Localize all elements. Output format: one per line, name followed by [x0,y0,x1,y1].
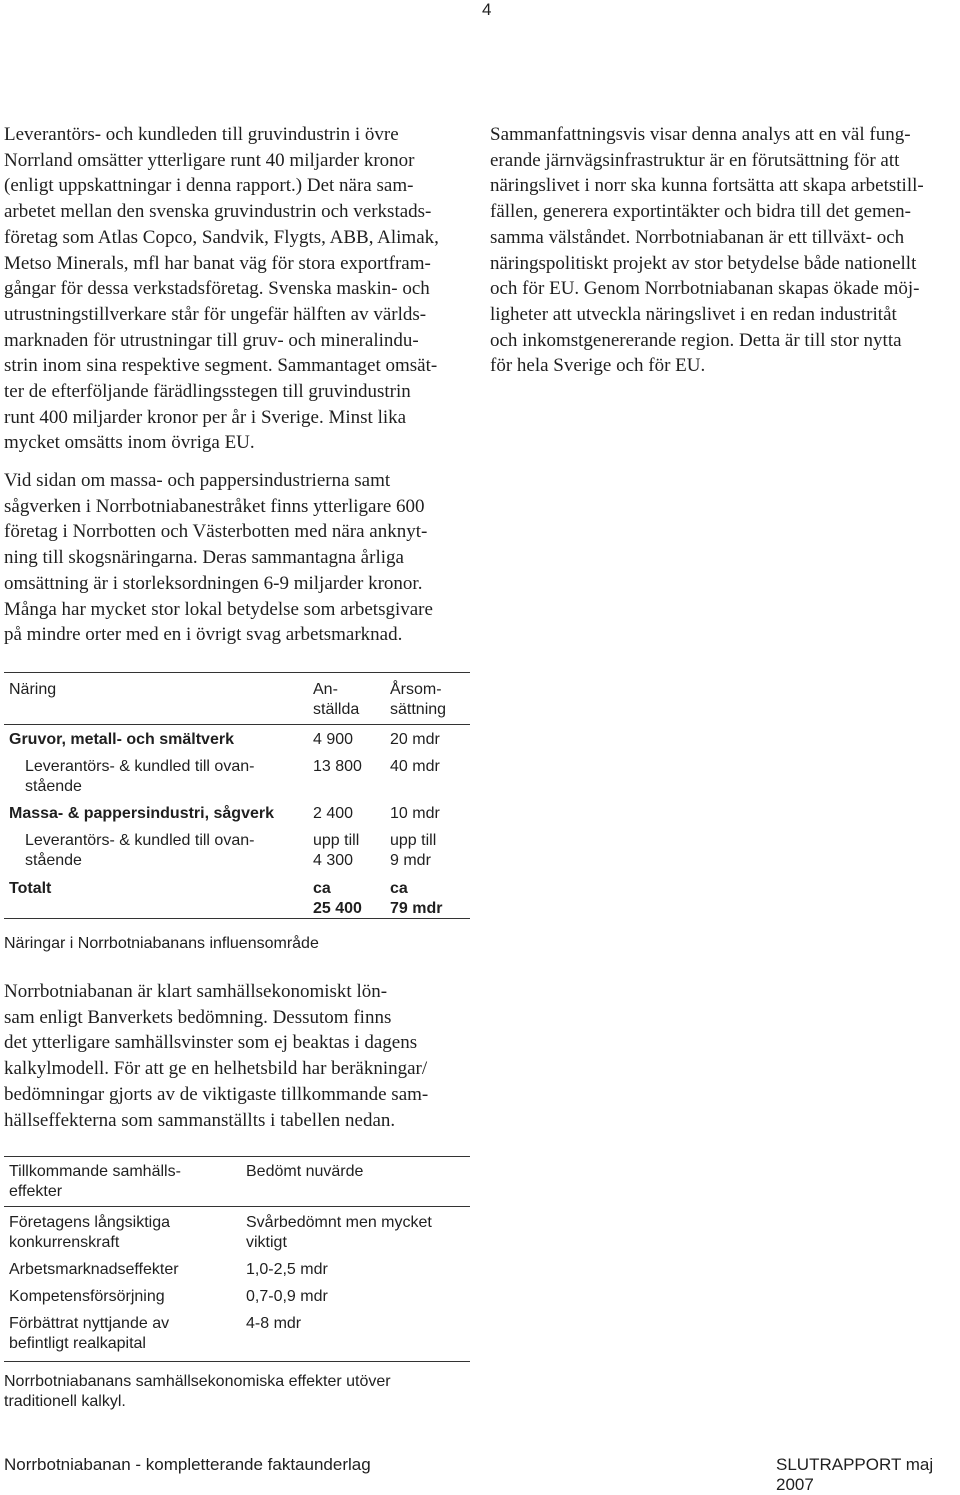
header-text: Tillkommande samhälls- [9,1163,181,1180]
table-caption: Näringar i Norrbotniabanans influensområde [4,935,319,952]
text-line: bedömningar gjorts av de viktigaste tillkommande sam- [4,1083,429,1105]
caption-text: Norrbotniabanans samhällsekonomiska effekter utöver [4,1373,391,1390]
row-revenue [390,831,436,871]
text-line: på mindre orter med en i övrigt svag arbetsmarknad. [4,624,403,646]
text-line: arbetet mellan den svenska gruvindustrin och verkstads- [4,201,432,223]
row-value: 4-8 mdr [246,1315,302,1332]
effects-table [4,1156,470,1364]
cell-text: 79 mdr [390,900,443,917]
text-line: för hela Sverige och för EU. [490,355,706,377]
header-effects [9,1162,181,1202]
text-line: kalkylmodell. För att ge en helhetsbild har beräkningar/ [4,1058,428,1080]
row-label-text: konkurrenskraft [9,1234,120,1251]
text-line: runt 400 miljarder kronor per år i Sverige. Minst lika [4,406,407,428]
table-bottom-rule [4,918,470,919]
row-value: 0,7-0,9 mdr [246,1288,328,1305]
text-line: ligheter att utveckla näringslivet i en redan industritåt [490,303,897,325]
header-text: An- [313,681,338,698]
text-line: mycket omsätts inom övriga EU. [4,432,255,454]
text-line: företag i Norrbotten och Västerbotten med nära anknyt- [4,521,428,543]
row-label [9,1213,170,1253]
text-line: och för EU. Genom Norrbotniabanan skapas ökade möj- [490,278,920,300]
text-line: samma välståndet. Norrbotniabanan är ett tillväxt- och [490,226,905,248]
row-label: Kompetensförsörjning [9,1288,165,1305]
text-line: det ytterligare samhällsvinster som ej beaktas i dagens [4,1032,418,1054]
header-text: effekter [9,1183,63,1200]
text-line: (enligt uppskattningar i denna rapport.) Det nära sam- [4,175,414,197]
header-text: sättning [390,701,447,718]
row-label-text: stående [25,778,82,795]
row-employees [313,831,359,871]
text-line: gångar för dessa verkstadsföretag. Svenska maskin- och [4,278,430,300]
text-line: Många har mycket stor lokal betydelse som arbetsgivare [4,598,433,620]
row-label [25,757,254,797]
cell-text: upp till [313,832,360,849]
text-line: Norrbotniabanan är klart samhällsekonomiskt lön- [4,981,388,1002]
table-caption [4,1372,391,1412]
row-label-text: Leverantörs- & kundled till ovan- [25,832,255,849]
row-label: Gruvor, metall- och smältverk [9,731,234,748]
left-column-paragraph-1 [4,122,474,456]
cell-text: viktigt [246,1234,287,1251]
text-line: Vid sidan om massa- och pappersindustrierna samt [4,470,391,491]
row-revenue: 20 mdr [390,731,440,748]
row-revenue: 10 mdr [390,805,440,822]
row-label-text: Leverantörs- & kundled till ovan- [25,758,255,775]
row-label [9,1314,169,1354]
text-line: utrustningstillverkare står för ungefär hälften av världs- [4,303,427,325]
total-employees [313,879,362,919]
header-revenue [390,680,446,720]
row-label [25,831,254,871]
text-line: Sammanfattningsvis visar denna analys att en väl fung- [490,124,911,145]
row-employees: 13 800 [313,758,362,775]
row-employees: 4 900 [313,731,354,748]
cell-text: 4 300 [313,852,354,869]
row-value [246,1213,432,1253]
industry-table [4,672,470,920]
page-number: 4 [482,0,492,19]
row-label-text: befintligt realkapital [9,1335,146,1352]
table-top-rule [4,672,470,673]
right-column-paragraph [490,122,960,379]
row-label: Arbetsmarknadseffekter [9,1261,179,1278]
text-line: hällseffekterna som sammanställts i tabellen nedan. [4,1109,396,1131]
header-value: Bedömt nuvärde [246,1163,364,1180]
header-industry: Näring [9,681,57,698]
text-line: ter de efterföljande färädlingsstegen till gruvindustrin [4,381,411,403]
row-revenue: 40 mdr [390,758,440,775]
text-line: Metso Minerals, mfl har banat väg för stora exportfram- [4,252,431,274]
text-line: Norrland omsätter ytterligare runt 40 miljarder kronor [4,149,415,171]
table-top-rule [4,1156,470,1157]
text-line: ning till skogsnäringarna. Deras sammantagna årliga [4,547,404,569]
row-label-text: Förbättrat nyttjande av [9,1315,170,1332]
left-column-paragraph-2 [4,468,474,648]
cell-text: ca [313,880,331,897]
text-line: näringspolitiskt projekt av stor betydelse både nationellt [490,252,917,274]
total-revenue [390,879,442,919]
text-line: och inkomstgenererande region. Detta är till stor nytta [490,329,902,351]
table-header-rule [4,1206,470,1207]
text-line: näringslivet i norr ska kunna fortsätta att skapa arbetstill- [490,175,924,197]
cell-text: upp till [390,832,437,849]
header-text: Årsom- [390,681,442,698]
table-bottom-rule [4,1361,470,1362]
paragraph-3 [4,979,474,1133]
text-line: sågverken i Norrbotniabanestråket finns ytterligare 600 [4,495,425,517]
row-employees: 2 400 [313,805,354,822]
cell-text: ca [390,880,408,897]
text-line: strin inom sina respektive segment. Sammantaget omsät- [4,355,438,377]
footer-report-date: SLUTRAPPORT maj 2007 [776,1455,934,1494]
header-text: ställda [313,701,360,718]
row-value: 1,0-2,5 mdr [246,1261,328,1278]
text-line: sam enligt Banverkets bedömning. Dessutom finns [4,1006,392,1028]
total-label: Totalt [9,880,52,897]
text-line: erande järnvägsinfrastruktur är en förutsättning för att [490,149,900,171]
text-line: företag som Atlas Copco, Sandvik, Flygts, ABB, Alimak, [4,226,439,248]
cell-text: Svårbedömnt men mycket [246,1214,432,1231]
text-line: fällen, generera exportintäkter och bidra till det gemen- [490,201,911,223]
footer-title: Norrbotniabanan - kompletterande faktaunderlag [4,1455,371,1474]
row-label-text: stående [25,852,82,869]
table-header-rule [4,724,470,725]
text-line: Leverantörs- och kundleden till gruvindustrin i övre [4,124,399,145]
text-line: marknaden för utrustningar till gruv- och mineralindu- [4,329,419,351]
cell-text: 9 mdr [390,852,431,869]
row-label-text: Företagens långsiktiga [9,1214,170,1231]
text-line: omsättning är i storleksordningen 6-9 miljarder kronor. [4,572,423,594]
header-employees [313,680,359,720]
caption-text: traditionell kalkyl. [4,1393,126,1410]
row-label: Massa- & pappersindustri, sågverk [9,805,274,822]
cell-text: 25 400 [313,900,362,917]
